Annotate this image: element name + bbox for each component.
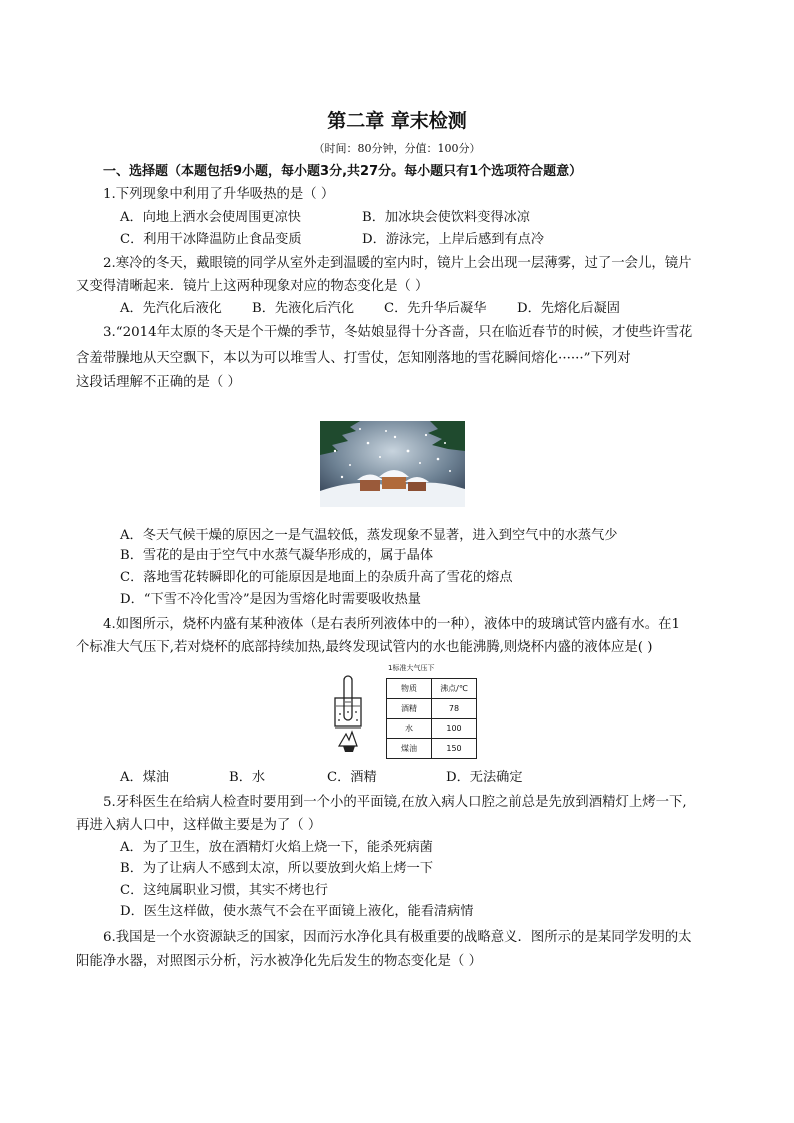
- table-header-row: [387, 679, 477, 699]
- question-2-stem-line-2: 又变得清晰起来．镜片上这两种现象对应的物态变化是（ ）: [76, 279, 429, 294]
- table-cell: 酒精: [387, 699, 432, 719]
- table-row: [387, 739, 477, 759]
- question-2-stem-line-1: 2.寒冷的冬天，戴眼镜的同学从室外走到温暖的室内时，镜片上会出现一层薄雾，过了一会儿，镜片: [103, 256, 692, 271]
- table-cell: 水: [387, 719, 432, 739]
- question-2-option-c: C．先升华后凝华: [384, 301, 487, 316]
- table-cell: 煤油: [387, 739, 432, 759]
- question-2-option-b: B．先液化后汽化: [252, 301, 355, 316]
- table-caption: 1标准大气压下: [388, 664, 435, 672]
- table-header-cell: 物质: [387, 679, 432, 699]
- question-5-option-d: D．医生这样做，使水蒸气不会在平面镜上液化，能看清病情: [120, 904, 474, 919]
- table-row: [387, 719, 477, 739]
- question-4-stem-line-1: 4.如图所示，烧杯内盛有某种液体（是右表所列液体中的一种），液体中的玻璃试管内盛有水。在1: [103, 617, 680, 632]
- question-4-option-c: C．酒精: [327, 770, 377, 785]
- question-1-option-d: D．游泳完，上岸后感到有点冷: [362, 232, 545, 247]
- question-3-option-a: A．冬天气候干燥的原因之一是气温较低，蒸发现象不显著，进入到空气中的水蒸气少: [120, 528, 618, 543]
- snow-village-image: [320, 421, 465, 507]
- question-3-option-d: D．“下雪不冷化雪冷”是因为雪熔化时需要吸收热量: [120, 592, 421, 607]
- question-4-option-b: B．水: [229, 770, 266, 785]
- question-2-option-d: D．先熔化后凝固: [517, 301, 620, 316]
- question-6-stem-line-2: 阳能净水器，对照图示分析，污水被净化先后发生的物态变化是（ ）: [76, 954, 482, 969]
- table-cell: 150: [432, 739, 477, 759]
- question-3-stem-line-2: 含羞带臊地从天空飘下，本以为可以堆雪人、打雪仗，怎知刚落地的雪花瞬间熔化······”下列对: [76, 351, 631, 366]
- question-4-option-d: D．无法确定: [446, 770, 523, 785]
- question-5-option-c: C．这纯属职业习惯，其实不烤也行: [120, 883, 328, 898]
- question-4-stem-line-2: 个标准大气压下,若对烧杯的底部持续加热,最终发现试管内的水也能沸腾,则烧杯内盛的液体应是( ): [76, 640, 653, 655]
- question-3-stem-line-3: 这段话理解不正确的是（ ）: [76, 375, 241, 390]
- question-3-stem-line-1: 3.“2014年太原的冬天是个干燥的季节，冬姑娘显得十分吝啬，只在临近春节的时候，才使些许雪花: [103, 325, 693, 340]
- table-cell: 78: [432, 699, 477, 719]
- question-5-stem-line-1: 5.牙科医生在给病人检查时要用到一个小的平面镜,在放入病人口腔之前总是先放到酒精灯上烤一下,: [103, 795, 687, 810]
- question-1-option-b: B．加冰块会使饮料变得冰凉: [362, 210, 530, 225]
- question-5-stem-line-2: 再进入病人口中，这样做主要是为了（ ）: [76, 818, 322, 833]
- question-3-option-c: C．落地雪花转瞬即化的可能原因是地面上的杂质升高了雪花的熔点: [120, 570, 513, 585]
- question-1-stem: 1.下列现象中利用了升华吸热的是（ ）: [103, 187, 335, 202]
- exam-info: （时间：80分钟，分值：100分）: [313, 142, 481, 155]
- question-6-stem-line-1: 6.我国是一个水资源缺乏的国家，因而污水净化具有极重要的战略意义．图所示的是某同学发明的太: [103, 930, 692, 945]
- question-5-option-a: A．为了卫生，放在酒精灯火焰上烧一下，能杀死病菌: [120, 840, 433, 855]
- table-cell: 100: [432, 719, 477, 739]
- section-heading: 一、选择题（本题包括9小题，每小题3分,共27分。每小题只有1个选项符合题意）: [103, 164, 583, 179]
- question-1-option-a: A．向地上洒水会使周围更凉快: [120, 210, 301, 225]
- table-header-cell: 沸点/℃: [432, 679, 477, 699]
- question-1-option-c: C．利用干冰降温防止食品变质: [120, 232, 302, 247]
- question-5-option-b: B．为了让病人不感到太凉，所以要放到火焰上烤一下: [120, 861, 434, 876]
- page-title: 第二章 章末检测: [327, 110, 467, 132]
- table-row: [387, 699, 477, 719]
- question-3-option-b: B．雪花的是由于空气中水蒸气凝华形成的，属于晶体: [120, 548, 434, 563]
- boiling-point-table: [386, 678, 477, 759]
- question-4-option-a: A．煤油: [120, 770, 170, 785]
- question-2-option-a: A．先汽化后液化: [120, 301, 222, 316]
